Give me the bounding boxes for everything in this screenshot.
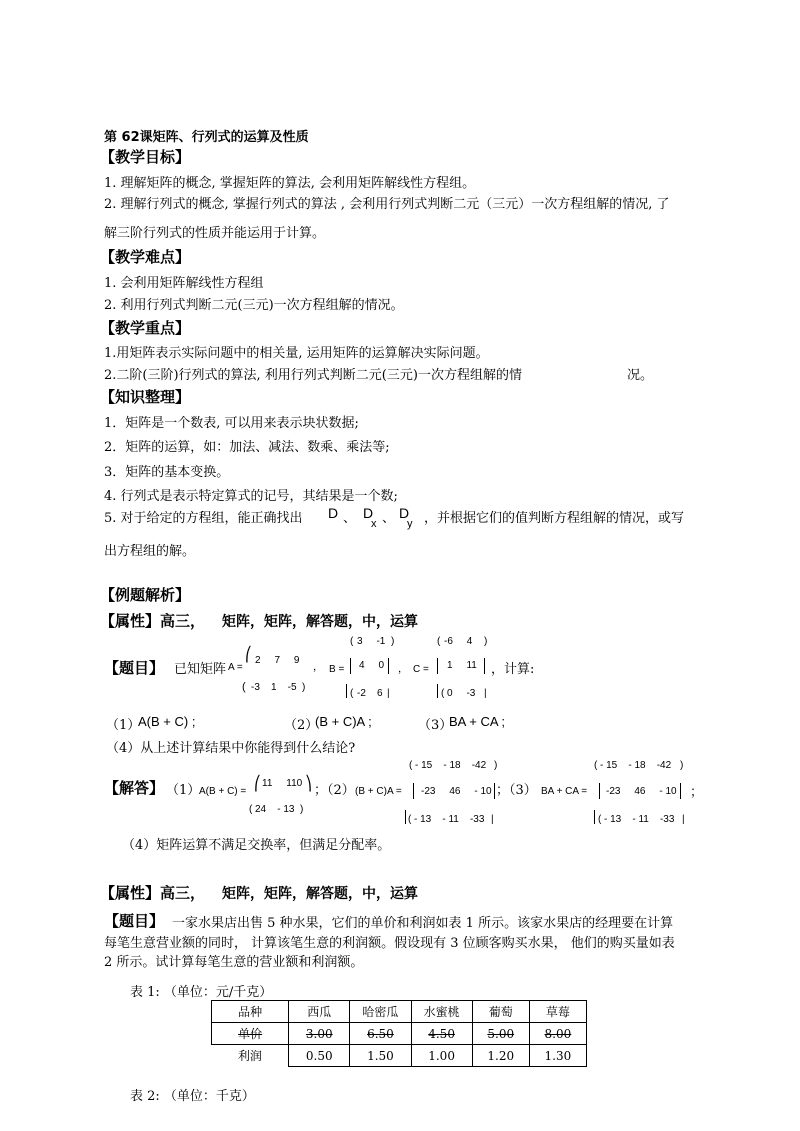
matrix-C-label: C = [413, 664, 429, 675]
goal-item-1: 1. 理解矩阵的概念, 掌握矩阵的算法, 会利用矩阵解线性方程组。 [104, 176, 476, 191]
table-row-price [212, 1023, 587, 1045]
separator: 、 [343, 511, 357, 526]
table-cell: 3.00 [289, 1023, 350, 1045]
matrix-A-row-2: -3 1 -5 [251, 682, 297, 693]
ex1-question-label: 【题目】 [104, 659, 165, 677]
matrix-B-label: B = [329, 664, 345, 675]
table-header-cell: 品种 [212, 1001, 289, 1023]
difficulty-item-1: 1. 会利用矩阵解线性方程组 [104, 276, 264, 291]
ex2-question-line-1: 一家水果店出售 5 种水果，它们的单价和利润如表 1 所示。该家水果店的经理要在计算 [172, 916, 674, 931]
ex2-question-line-3: 2 所示。试计算每笔生意的营业额和利润额。 [104, 955, 364, 970]
ex1-attr-label: 【属性】高三， [100, 612, 206, 630]
answer-2-bracket: ( [409, 760, 413, 771]
sub-question-3-number: （3） [418, 718, 453, 733]
answer-3-expression: BA + CA = [541, 786, 588, 797]
knowledge-item-3: 3．矩阵的基本变换。 [104, 465, 230, 480]
answer-2-bracket: ( [408, 814, 412, 825]
answer-1-expression: A(B + C) = [199, 786, 247, 797]
answer-1-row-1: 11 110 [262, 778, 303, 789]
matrix-B-bracket [346, 684, 347, 698]
table-cell: 8.00 [529, 1023, 586, 1045]
key-point-item-2: 2.二阶(三阶)行列式的算法, 利用行列式判断二元(三元)一次方程组解的情 [104, 368, 522, 383]
sub-question-1-number: （1） [106, 718, 141, 733]
knowledge-item-5-cont: ，并根据它们的值判断方程组解的情况，或写 [424, 511, 685, 526]
difficulties-heading: 【教学难点】 [100, 248, 191, 266]
ex2-question-line-2: 每笔生意营业额的同时， 计算该笔生意的利润额。假设现有 3 位顾客购买水果， 他们的购买量如表 [104, 936, 675, 951]
table-header-cell: 西瓜 [289, 1001, 350, 1023]
answer-1-separator: ；（2） [314, 783, 355, 798]
answer-3-bracket: ) [680, 760, 684, 771]
answer-2-bracket: | [491, 814, 494, 825]
matrix-C-bracket [437, 684, 438, 698]
table-2-caption: 表 2: （单位：千克） [130, 1089, 255, 1104]
goal-item-2-line-2: 解三阶行列式的性质并能运用于计算。 [104, 226, 326, 241]
table-header-cell: 草莓 [529, 1001, 586, 1023]
table-cell: 1.20 [472, 1045, 529, 1067]
answer-3-bracket [680, 783, 681, 799]
answer-2-bracket: ) [494, 760, 498, 771]
matrix-B-bracket: | [387, 688, 390, 699]
matrix-A-bracket: ( [242, 681, 246, 693]
answer-1-number: （1） [166, 783, 201, 798]
key-point-item-1: 1.用矩阵表示实际问题中的相关量, 运用矩阵的运算解决实际问题。 [104, 346, 489, 361]
answer-1-bracket: ) [300, 804, 304, 815]
matrix-B-row-3: -2 6 [357, 688, 383, 699]
separator: ， [398, 664, 408, 675]
goals-heading: 【教学目标】 [100, 148, 191, 166]
subscript-y: y [407, 518, 413, 530]
matrix-B-row-2: 4 0 [359, 660, 385, 671]
answer-2-separator: ；（3） [496, 783, 537, 798]
answer-1-bracket: ⎛ [254, 775, 261, 791]
table-header-cell: 水蜜桃 [411, 1001, 472, 1023]
table-cell: 4.50 [411, 1023, 472, 1045]
answer-3-end: ； [690, 785, 704, 800]
matrix-C-row-2: 1 11 [447, 660, 477, 671]
fruit-table [211, 1000, 587, 1067]
matrix-C-bracket: ( [441, 688, 445, 699]
table-header-cell: 哈密瓜 [350, 1001, 411, 1023]
table-row-profit [212, 1045, 587, 1067]
symbol-Dx: D [363, 505, 374, 521]
answer-3-bracket: ( [598, 814, 602, 825]
matrix-A-bracket: ) [302, 682, 306, 693]
lesson-title: 第 62课矩阵、行列式的运算及性质 [104, 130, 309, 145]
difficulty-item-2: 2. 利用行列式判断二元(三元)一次方程组解的情况。 [104, 298, 404, 313]
matrix-B-bracket: ) [391, 636, 395, 647]
answer-3-bracket [594, 810, 595, 824]
sub-question-4: （4）从上述计算结果中你能得到什么结论? [106, 741, 356, 756]
matrix-B-bracket [350, 658, 351, 674]
table-header-cell: 葡萄 [472, 1001, 529, 1023]
table-header-row [212, 1001, 587, 1023]
examples-heading: 【例题解析】 [100, 586, 191, 604]
answer-2-row-3: - 13 - 11 -33 [414, 814, 485, 825]
answer-4: （4）矩阵运算不满足交换率，但满足分配率。 [122, 838, 391, 853]
matrix-B-bracket: ( [350, 636, 354, 647]
table-cell: 1.50 [350, 1045, 411, 1067]
answer-3-bracket: | [682, 814, 685, 825]
answer-2-bracket [413, 783, 414, 799]
ex2-attr-label: 【属性】高三， [100, 884, 206, 902]
table-cell: 利润 [212, 1045, 289, 1067]
table-cell: 1.30 [529, 1045, 586, 1067]
matrix-C-row-1: -6 4 [444, 636, 473, 647]
answer-3-row-1: - 15 - 18 -42 [600, 760, 672, 771]
matrix-C-bracket: | [484, 688, 487, 699]
ex2-question-label: 【题目】 [104, 912, 165, 930]
sub-question-1: A(B + C) ; [138, 714, 196, 729]
matrix-B-row-1: 3 -1 [357, 636, 386, 647]
ex1-question-end: ，计算: [491, 662, 535, 677]
matrix-C-bracket: ( [437, 636, 441, 647]
table-1-caption: 表 1: （单位：元/千克） [130, 985, 273, 1000]
knowledge-item-4: 4. 行列式是表示特定算式的记号，其结果是一个数; [104, 489, 398, 504]
answer-3-bracket: ( [594, 760, 598, 771]
sub-question-2-number: （2） [284, 718, 319, 733]
ex1-answer-label: 【解答】 [104, 779, 165, 797]
answer-2-row-2: -23 46 - 10 [421, 786, 492, 797]
subscript-x: x [371, 518, 377, 530]
answer-1-bracket: ⎞ [305, 775, 312, 791]
matrix-C-bracket [484, 658, 485, 674]
table-cell: 单价 [212, 1023, 289, 1045]
answer-2-expression: (B + C)A = [355, 786, 402, 797]
answer-3-bracket [599, 783, 600, 799]
key-points-heading: 【教学重点】 [100, 319, 191, 337]
matrix-A-row-1: 2 7 9 [255, 655, 300, 666]
answer-3-row-3: - 13 - 11 -33 [604, 814, 675, 825]
separator: ， [313, 662, 323, 673]
matrix-A-label: A = [228, 662, 243, 673]
table-cell: 1.00 [411, 1045, 472, 1067]
symbol-Dy: D [399, 505, 410, 521]
knowledge-item-1: 1．矩阵是一个数表, 可以用来表示块状数据; [104, 416, 359, 431]
knowledge-item-2: 2．矩阵的运算，如：加法、减法、数乘、乘法等; [104, 440, 390, 455]
table-cell: 6.50 [350, 1023, 411, 1045]
answer-1-row-2: 24 - 13 [255, 804, 295, 815]
answer-3-row-2: -23 46 - 10 [606, 786, 677, 797]
answer-2-bracket [405, 810, 406, 824]
table-cell: 0.50 [289, 1045, 350, 1067]
answer-2-row-1: - 15 - 18 -42 [415, 760, 487, 771]
sub-question-3: BA + CA ; [449, 714, 506, 729]
symbol-D: D [328, 505, 339, 521]
ex2-attr-rest: 矩阵，矩阵，解答题，中，运算 [222, 886, 418, 902]
table-cell: 5.00 [472, 1023, 529, 1045]
matrix-A-bracket: ⎛ [245, 646, 252, 662]
matrix-C-row-3: 0 -3 [447, 688, 476, 699]
sub-question-2: (B + C)A ; [315, 714, 372, 729]
goal-item-2-line-1: 2. 理解行列式的概念, 掌握行列式的算法 , 会利用行列式判断二元（三元）一次方程组解的情况, 了 [104, 197, 670, 212]
separator: 、 [382, 511, 396, 526]
matrix-C-bracket: ) [484, 636, 488, 647]
knowledge-item-5: 5. 对于给定的方程组，能正确找出 [104, 511, 303, 526]
matrix-C-bracket [437, 658, 438, 674]
matrix-B-bracket: ( [350, 688, 354, 699]
key-point-item-2-end: 况。 [627, 368, 654, 383]
answer-2-bracket [494, 783, 495, 799]
answer-1-bracket: ( [249, 804, 253, 815]
knowledge-heading: 【知识整理】 [100, 388, 191, 406]
knowledge-item-5-line-2: 出方程组的解。 [104, 544, 196, 559]
matrix-B-bracket [388, 658, 389, 674]
ex1-attr-rest: 矩阵，矩阵，解答题，中，运算 [222, 614, 418, 630]
ex1-question-text: 已知矩阵 [174, 662, 227, 677]
